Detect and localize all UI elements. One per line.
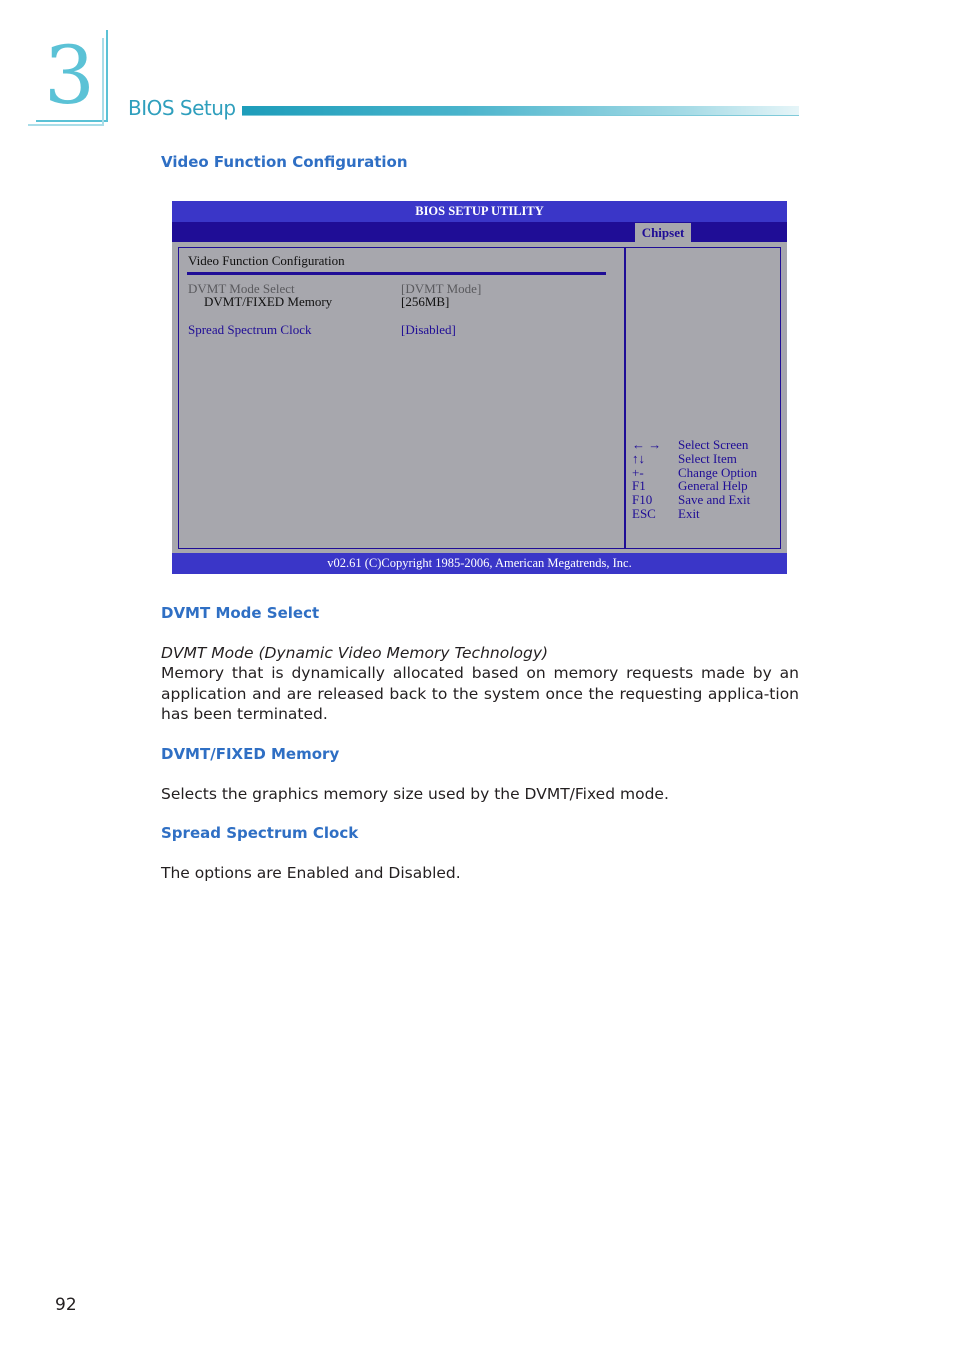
help-desc-select-item: Select Item [678, 451, 737, 466]
help-desc-exit: Exit [678, 506, 700, 521]
spread-spectrum-clock-heading: Spread Spectrum Clock [161, 824, 359, 842]
help-desc-save-exit: Save and Exit [678, 492, 751, 507]
bios-panel-divider [187, 272, 606, 275]
setting-dvmt-mode-select-value[interactable]: [DVMT Mode] [401, 281, 482, 296]
dvmt-mode-select-heading: DVMT Mode Select [161, 604, 320, 622]
bios-help-panel [624, 247, 781, 549]
help-key-esc: ESC [632, 506, 656, 521]
section-heading: Video Function Configuration [161, 153, 408, 171]
help-desc-general-help: General Help [678, 478, 748, 493]
dvmt-mode-description: Memory that is dynamically allocated based on memory requests made by an application and are released back to the system once the requesting applica-tion has been terminated. [161, 664, 799, 723]
dvmt-fixed-memory-description: Selects the graphics memory size used by the DVMT/Fixed mode. [161, 785, 669, 803]
tab-chipset[interactable]: Chipset [635, 223, 691, 242]
chapter-number: 3 [44, 29, 95, 122]
bios-title-bar: BIOS SETUP UTILITY [172, 201, 787, 222]
help-desc-change-option: Change Option [678, 465, 758, 480]
bios-tab-bar [172, 222, 787, 242]
page-number: 92 [55, 1295, 77, 1315]
help-key-arrows-lr: ← → [632, 437, 662, 452]
dvmt-mode-italic-line: DVMT Mode (Dynamic Video Memory Technology) [161, 644, 549, 662]
bios-footer-bar: v02.61 (C)Copyright 1985-2006, American Megatrends, Inc. [172, 553, 787, 574]
chapter-title: BIOS Setup [128, 96, 236, 120]
help-key-plus-minus: +- [632, 465, 644, 480]
bios-panel-title: Video Function Configuration [188, 253, 345, 268]
chapter-header-rule [242, 115, 799, 116]
setting-spread-spectrum-clock-label[interactable]: Spread Spectrum Clock [188, 322, 312, 337]
setting-dvmt-fixed-memory-label[interactable]: DVMT/FIXED Memory [204, 294, 333, 309]
bios-setup-window [172, 201, 787, 574]
bios-settings-panel [178, 247, 626, 549]
help-desc-select-screen: Select Screen [678, 437, 749, 452]
setting-dvmt-mode-select-label[interactable]: DVMT Mode Select [188, 281, 295, 296]
help-key-f10: F10 [632, 492, 653, 507]
setting-spread-spectrum-clock-value[interactable]: [Disabled] [401, 322, 456, 337]
help-key-f1: F1 [632, 478, 646, 493]
dvmt-fixed-memory-heading: DVMT/FIXED Memory [161, 745, 340, 763]
spread-spectrum-clock-description: The options are Enabled and Disabled. [161, 864, 461, 882]
help-key-arrows-ud: ↑↓ [632, 451, 645, 466]
setting-dvmt-fixed-memory-value[interactable]: [256MB] [401, 294, 450, 309]
